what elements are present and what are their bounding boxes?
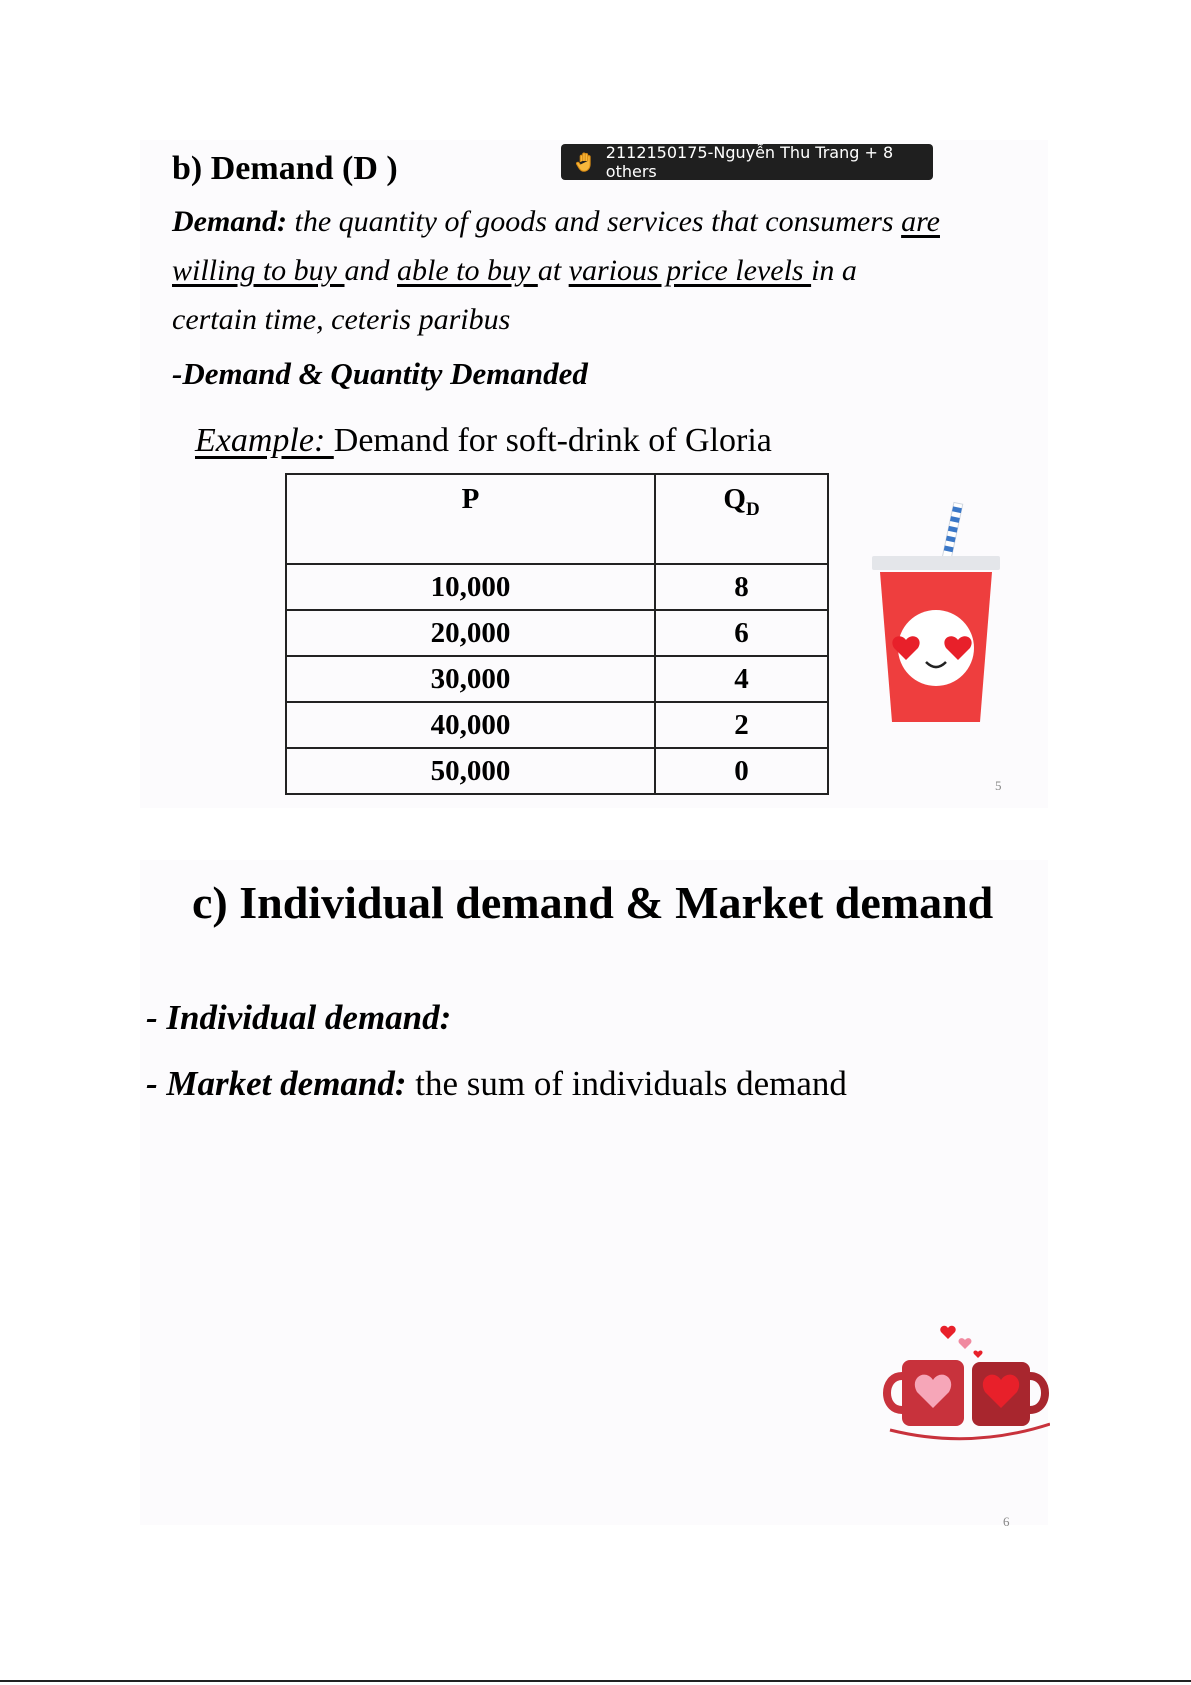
header-price: P (286, 474, 655, 564)
quantity-cell: 4 (655, 656, 828, 702)
definition-underlined: able to buy (397, 254, 538, 287)
definition-underlined: willing to buy (172, 254, 345, 287)
example-caption (195, 422, 772, 460)
definition-text: in a (811, 254, 857, 287)
soft-drink-cup-icon (868, 500, 1006, 730)
bullet-market-demand (146, 1064, 847, 1104)
price-cell: 30,000 (286, 656, 655, 702)
definition-text: and (344, 254, 397, 287)
example-text: Demand for soft-drink of Gloria (333, 422, 772, 459)
definition-text: the quantity of goods and services that consumers (287, 205, 902, 238)
definition-line-3: certain time, ceteris paribus (172, 303, 511, 336)
notification-text: 2112150175-Nguyễn Thu Trang + 8 others (605, 143, 894, 181)
header-q-letter: Q (723, 483, 746, 515)
definition-term: Demand: (172, 205, 287, 238)
header-quantity (655, 474, 828, 564)
definition-underlined: various price levels (568, 254, 812, 287)
table-row (286, 656, 828, 702)
table-header-row (286, 474, 828, 564)
table-row (286, 564, 828, 610)
slide-heading-demand: b) Demand (D ) (172, 150, 398, 187)
quantity-cell: 2 (655, 702, 828, 748)
bullet-label: - Market demand: (146, 1064, 407, 1103)
page-number: 6 (1003, 1514, 1010, 1529)
heart-mugs-icon (880, 1318, 1050, 1448)
header-q-subscript: D (745, 498, 760, 520)
raised-hand-icon (573, 149, 598, 175)
table-row (286, 748, 828, 794)
quantity-cell: 8 (655, 564, 828, 610)
definition-line-1 (172, 205, 940, 239)
price-cell: 50,000 (286, 748, 655, 794)
quantity-cell: 6 (655, 610, 828, 656)
bullet-text: the sum of individuals demand (406, 1064, 847, 1103)
price-cell: 10,000 (286, 564, 655, 610)
price-cell: 20,000 (286, 610, 655, 656)
subheading-quantity-demanded: -Demand & Quantity Demanded (172, 356, 588, 391)
example-label: Example: (195, 422, 334, 459)
price-cell: 40,000 (286, 702, 655, 748)
table-row (286, 610, 828, 656)
bullet-individual-demand (146, 998, 451, 1038)
raise-hand-notification[interactable] (561, 144, 933, 180)
page-number: 5 (995, 778, 1002, 793)
definition-line-2 (172, 254, 857, 288)
bullet-label: - Individual demand: (146, 998, 452, 1037)
definition-text: at (537, 254, 569, 287)
slide-heading-individual-market: c) Individual demand & Market demand (192, 877, 994, 928)
demand-table (285, 473, 829, 795)
bottom-divider (0, 1680, 1191, 1682)
table-row (286, 702, 828, 748)
definition-underlined: are (901, 205, 940, 238)
quantity-cell: 0 (655, 748, 828, 794)
